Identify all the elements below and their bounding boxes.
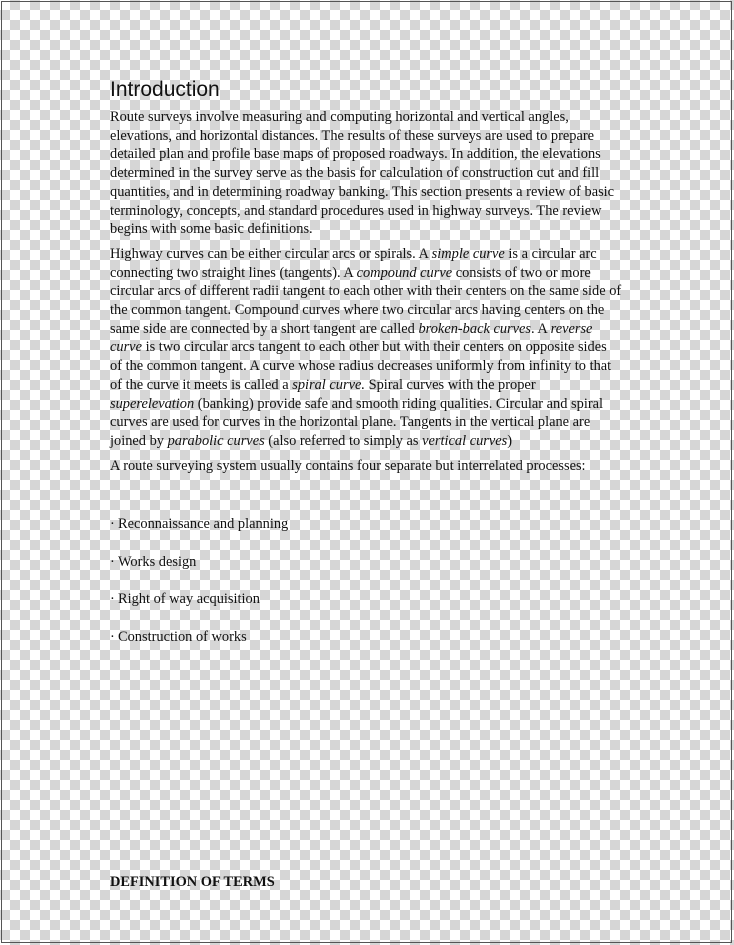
term-superelevation: superelevation xyxy=(110,395,195,412)
text-run: consists of two or more circular arcs of different radii tangent to each other with their centers on the same side of the common tangent. Compound curves where two circular arcs having centers on the same side are connected by a short tangent are called xyxy=(110,264,622,337)
text-run: (banking) provide safe and smooth riding qualities. Circular and spiral curves are used for curves in the horizontal plane. Tangents in the vertical plane are joined by xyxy=(110,395,604,449)
text-run: . A xyxy=(531,320,551,337)
text-run: is a circular arc connecting two straight lines (tangents). A xyxy=(110,245,597,281)
section-heading: DEFINITION OF TERMS xyxy=(110,874,275,890)
intro-paragraph: Route surveys involve measuring and computing horizontal and vertical angles, elevations, and horizontal distances. The results of these surveys are used to prepare detailed plan and profile base maps of proposed roadways. In addition, the elevations determined in the survey serve as the basis for calculation of construction cut and fill quantities, and in determining roadway banking. This section presents a review of basic terminology, concepts, and standard procedures used in highway surveys. The review begins with some basic definitions. xyxy=(110,109,615,238)
term-spiral-curve: spiral curve. xyxy=(292,376,365,393)
process-list xyxy=(110,515,622,646)
bullet-icon: · xyxy=(110,591,115,608)
processes-intro-paragraph: A route surveying system usually contains four separate but interrelated processes: xyxy=(110,457,586,474)
list-item xyxy=(110,628,622,646)
bullet-icon: · xyxy=(110,516,115,533)
text-run: Spiral curves with the proper xyxy=(364,376,536,393)
term-simple-curve: simple curve xyxy=(431,245,505,262)
text-run: is two circular arcs tangent to each other but with their centers on opposite sides of the common tangent. A curve whose radius decreases uniformly from infinity to that of the curve it meets is called a xyxy=(110,339,612,393)
bullet-icon: · xyxy=(110,553,115,570)
bullet-icon: · xyxy=(110,628,115,645)
list-item-label: Works design xyxy=(118,553,197,570)
term-vertical-curves: vertical curves xyxy=(422,432,508,449)
term-compound-curve: compound curve xyxy=(356,264,453,281)
curves-paragraph xyxy=(110,245,622,451)
list-item xyxy=(110,553,622,571)
document-body xyxy=(110,78,622,665)
text-run: ) xyxy=(507,432,513,449)
text-run: (also referred to simply as xyxy=(264,432,423,449)
list-item-label: Right of way acquisition xyxy=(118,591,260,608)
list-item xyxy=(110,590,622,608)
list-item xyxy=(110,515,622,533)
term-parabolic-curves: parabolic curves xyxy=(167,432,265,449)
term-reverse-curve: reverse curve xyxy=(110,320,593,356)
list-item-label: Construction of works xyxy=(118,628,247,645)
term-broken-back-curves: broken-back curves xyxy=(418,320,532,337)
list-item-label: Reconnaissance and planning xyxy=(118,516,289,533)
text-run: Highway curves can be either circular arcs or spirals. A xyxy=(110,245,432,262)
page-title: Introduction xyxy=(110,78,220,101)
